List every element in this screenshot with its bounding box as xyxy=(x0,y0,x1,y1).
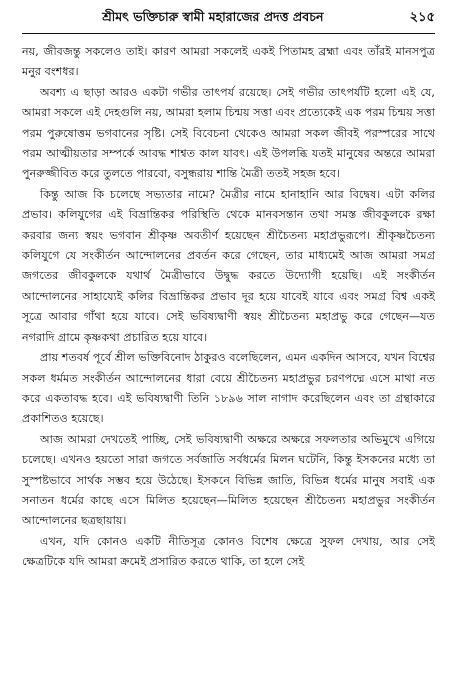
running-header xyxy=(22,8,435,34)
page-body xyxy=(22,42,435,573)
paragraph-3: কিন্তু আজ কি চলেছে সভ্যতার নামে? মৈত্রীর নামে হানাহানি আর বিদ্বেষ। এটা কলির প্রভাব। কলিযুগের এই বিভ্রান্তিকর পরিস্থিতি থেকে মানবসন্তান তথা সমস্ত জীবকুলকে রক্ষা করবার জন্য স্বয়ং ভগবান শ্রীকৃষ্ণ অবতীর্ণ হয়েছেন শ্রীচৈতন্য মহাপ্রভুরূপে। শ্রীকৃষ্ণচৈতন্য কলিযুগে যে সংকীর্তন আন্দোলনের প্রবর্তন করে গেছেন, তার মাধ্যমেই আজ আমরা সমগ্র জগতের জীবকুলকে যথার্থ মৈত্রীভাবে উদ্বুদ্ধ করতে উদ্যোগী হয়েছি। এই সংকীর্তন আন্দোলনের সাহায্যেই কলির বিভ্রান্তিকর প্রভাব দূর হয়ে যাবেই যাবে এবং সমগ্র বিশ্ব একই সূত্রে আবার গাঁথা হয়ে যাবে। সেই ভবিষ্যদ্বাণী স্বয়ং শ্রীচৈতন্য মহাপ্রভু করে গেছেন—যত নগরাদি গ্রামে কৃষ্ণকথা প্রচারিত হয়ে যাবে। xyxy=(22,187,435,344)
paragraph-1: নয়, জীবজন্তু সকলেও তাই। কারণ আমরা সকলেই একই পিতামহ ব্রহ্মা এবং তাঁরই মানসপুত্র মনুর বংশধর। xyxy=(22,45,435,79)
running-header-title: শ্রীমৎ ভক্তিচারু স্বামী মহারাজের প্রদত্ত প্রবচন xyxy=(102,9,324,24)
paragraph-6: এখন, যদি কোনও একটি নীতিসূত্র কোনও বিশেষ ক্ষেত্রে সুফল দেখায়, আর সেই ক্ষেত্রটিকে যদি আমরা ক্রমেই প্রসারিত করতে থাকি, তা হলে সেই xyxy=(22,534,435,569)
paragraph-2: অবশ্য এ ছাড়া আরও একটা গভীর তাৎপর্য রয়েছে। সেই গভীর তাৎপর্যটি হলো এই যে, আমরা সকলে এই দেহগুলি নয়, আমরা হলাম চিন্ময় সত্তা এবং প্রত্যেকেই এক পরম চিন্ময় সত্তা পরম পুরুষোত্তম ভগবানের সৃষ্টি। সেই বিবেচনা থেকেও আমরা সকল জীবই পরস্পরের সাথে পরম আত্মীয়তার সম্পর্কে আবদ্ধ শাশ্বত কাল যাবৎ। এই উপলব্ধি যতই মানুষের অন্তরে আমরা পুনরুজ্জীবিত করে তুলতে পারবো, বসুন্ধরায় শান্তি মৈত্রী ততই সহজ হবে। xyxy=(22,85,435,181)
paragraph-5: আজ আমরা দেখতেই পাচ্ছি, সেই ভবিষ্যদ্বাণী অক্ষরে অক্ষরে সফলতার অভিমুখে এগিয়ে চলেছে। এখনও হয়তো সারা জগতে সর্বজাতি সর্বধর্মের মিলন ঘটেনি, কিন্তু ইসকনের মধ্যে তা সুস্পষ্টভাবে সার্থক সম্ভব হয়ে উঠেছে। ইসকনে বিভিন্ন জাতি, বিভিন্ন ধর্মের মানুষ সবাই এক সনাতন ধর্মের কাছে এসে মিলিত হয়েছেন—মিলিত হয়েছেন শ্রীচৈতন্য মহাপ্রভুর সংকীর্তন আন্দোলনের ছত্রছায়ায়। xyxy=(22,432,435,528)
page-number: ২১৫ xyxy=(409,10,435,25)
paragraph-4: প্রায় শতবর্ষ পূর্বে শ্রীল ভক্তিবিনোদ ঠাকুরও বলেছিলেন, এমন একদিন আসবে, যখন বিশ্বের সকল ধর্মমত সংকীর্তন আন্দোলনের ধারা বেয়ে শ্রীচৈতন্য মহাপ্রভুর চরণপদ্মে এসে মাথা নত করে একতাবদ্ধ হবে। এই ভবিষ্যদ্বাণী তিনি ১৮৯৬ সাল নাগাদ করেছিলেন এবং তা গ্রন্থাকারে প্রকাশিতও হয়েছে। xyxy=(22,351,435,426)
